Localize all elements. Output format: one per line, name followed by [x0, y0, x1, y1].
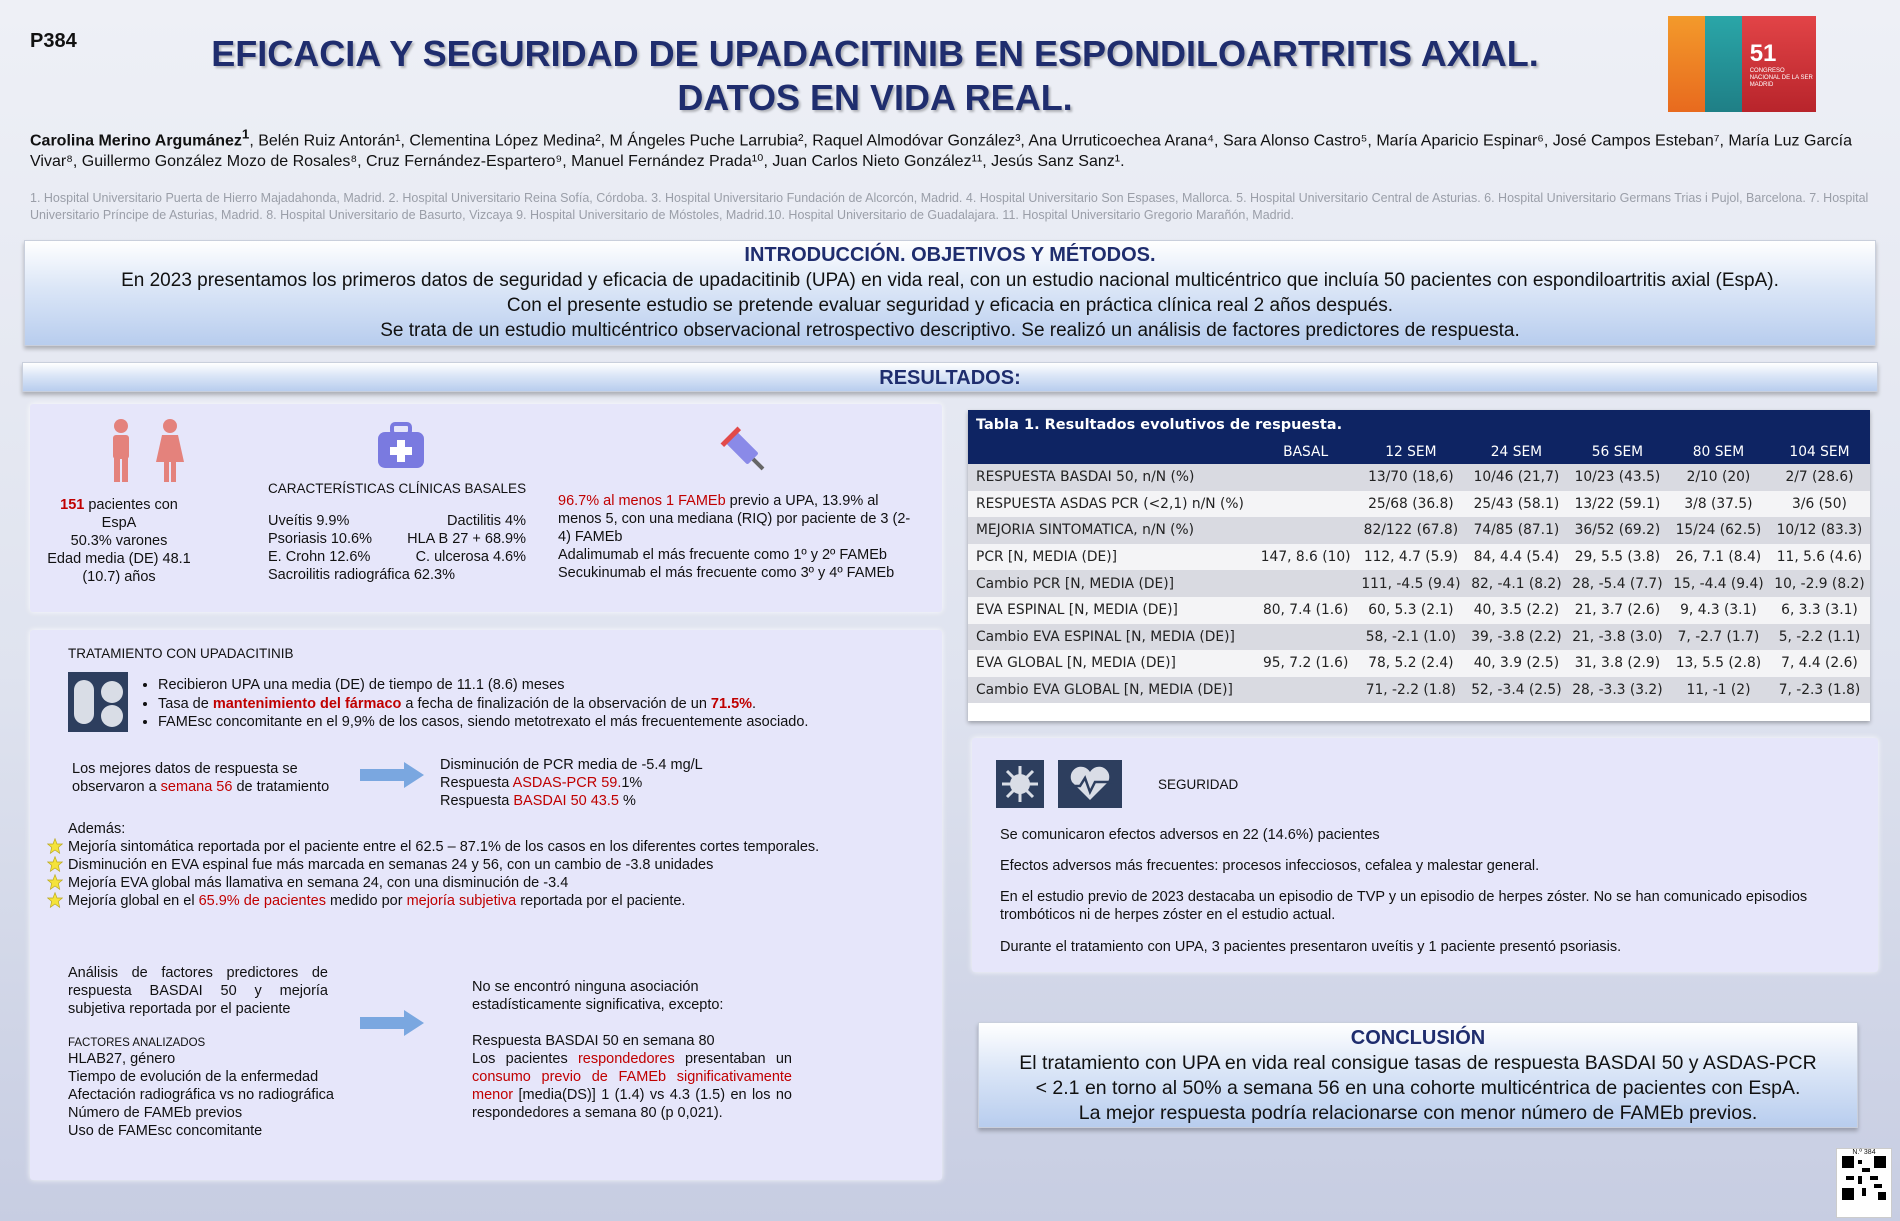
qr-label: N.º 384 [1852, 1149, 1876, 1156]
arrow-right-icon [360, 1010, 424, 1036]
table-cell: 21, 3.7 (2.6) [1567, 597, 1668, 624]
table-row [968, 491, 1870, 518]
intro-box [24, 240, 1876, 346]
mean-age: Edad media (DE) 48.1 (10.7) años [47, 551, 191, 585]
qr-code-icon [1842, 1156, 1886, 1200]
star-icon [47, 856, 63, 872]
patient-count: 151 [60, 497, 85, 513]
table-cell: 11, -1 (2) [1668, 677, 1769, 704]
table-row-label: EVA GLOBAL [N, MEDIA (DE)] [968, 650, 1255, 677]
table-header-cell: 24 SEM [1466, 440, 1567, 464]
table-cell: 3/6 (50) [1769, 491, 1870, 518]
table-row [968, 650, 1870, 677]
results-heading: RESULTADOS: [22, 362, 1878, 392]
factors-title: FACTORES ANALIZADOS [68, 1037, 206, 1049]
other-authors: , Belén Ruiz Antorán¹, Clementina López Medina², M Ángeles Puche Larrubia², Raquel Almodóvar González³, Ana Urruticoechea Arana⁴, Sara Alonso Castro⁵, María Aparicio Espinar⁶, José Campos Esteban⁷, María Luz García Vivar⁸, Guillermo González Mozo de Rosales⁸, Cruz Fernández-Espartero⁹, Manuel Fernández Prada¹⁰, Juan Carlos Nieto González¹¹, Jesús Sanz Sanz¹. [30, 132, 1853, 171]
table-cell: 82, -4.1 (8.2) [1466, 570, 1567, 597]
table-cell: 71, -2.2 (1.8) [1356, 677, 1466, 704]
table-row [968, 544, 1870, 571]
table-row-label: RESPUESTA BASDAI 50, n/N (%) [968, 464, 1255, 491]
predictors-result-2: Respuesta BASDAI 50 en semana 80 [472, 1033, 715, 1049]
table-cell [1255, 464, 1355, 491]
safety-p1: Se comunicaron efectos adversos en 22 (14.6%) pacientes [1000, 827, 1380, 843]
table-cell: 40, 3.9 (2.5) [1466, 650, 1567, 677]
people-icon [96, 418, 206, 484]
table-row [968, 570, 1870, 597]
table-cell: 9, 4.3 (3.1) [1668, 597, 1769, 624]
table-cell: 36/52 (69.2) [1567, 517, 1668, 544]
title-line-1: EFICACIA Y SEGURIDAD DE UPADACITINIB EN ESPONDILOARTRITIS AXIAL. [211, 33, 1539, 74]
results-table [968, 410, 1870, 721]
table-cell: 28, -5.4 (7.7) [1567, 570, 1668, 597]
table-cell: 28, -3.3 (3.2) [1567, 677, 1668, 704]
table-cell: 11, 5.6 (4.6) [1769, 544, 1870, 571]
congress-logo [1668, 16, 1816, 112]
table-cell: 39, -3.8 (2.2) [1466, 624, 1567, 651]
table-cell: 147, 8.6 (10) [1255, 544, 1355, 571]
conclusion-box [978, 1022, 1858, 1128]
table-header-cell: BASAL [1255, 440, 1355, 464]
table-cell [1255, 517, 1355, 544]
table-cell [1255, 624, 1355, 651]
treatment-bullets: • Recibieron UPA una media (DE) de tiempo de 11.1 (8.6) meses • Tasa de mantenimiento del fármaco a fecha de finalización de la observación de un 71.5%. • FAMEsc concomitante en el 9,9% de los casos, siendo metotrexato el más frecuentemente asociado. [140, 676, 948, 732]
conclusion-line: El tratamiento con UPA en vida real consigue tasas de respuesta BASDAI 50 y ASDAS-PCR [1019, 1052, 1817, 1074]
table-cell: 25/68 (36.8) [1356, 491, 1466, 518]
medical-kit-icon [376, 422, 426, 470]
table-cell: 15/24 (62.5) [1668, 517, 1769, 544]
heart-monitor-icon [1058, 760, 1122, 808]
table-cell: 10/23 (43.5) [1567, 464, 1668, 491]
table-row [968, 624, 1870, 651]
table-caption: Tabla 1. Resultados evolutivos de respuesta. [968, 410, 1870, 440]
author-list [30, 124, 1870, 172]
title-line-2: DATOS EN VIDA REAL. [677, 77, 1073, 118]
safety-panel [972, 738, 1878, 972]
predictors-result-3: Los pacientes respondedores presentaban un consumo previo de FAMEb significativamente menor [media(DS)] 1 (1.4) vs 4.3 (1.5) en los no respondedores a semana 80 (p 0,021). [472, 1051, 792, 1121]
table-header-cell: 104 SEM [1769, 440, 1870, 464]
table-cell: 2/10 (20) [1668, 464, 1769, 491]
first-author: Carolina Merino Argumánez [30, 132, 242, 150]
first-author-sup: 1 [241, 127, 250, 142]
ademas-title: Además: [68, 821, 126, 837]
best-response-intro: Los mejores datos de respuesta se observaron a semana 56 de tratamiento [72, 761, 330, 795]
table-row-label: EVA ESPINAL [N, MEDIA (DE)] [968, 597, 1255, 624]
table-cell: 26, 7.1 (8.4) [1668, 544, 1769, 571]
table-cell: 13, 5.5 (2.8) [1668, 650, 1769, 677]
table-row-label: RESPUESTA ASDAS PCR (<2,1) n/N (%) [968, 491, 1255, 518]
table-cell: 111, -4.5 (9.4) [1356, 570, 1466, 597]
safety-title: SEGURIDAD [1158, 777, 1239, 792]
arrow-right-icon [360, 762, 424, 788]
table-cell: 95, 7.2 (1.6) [1255, 650, 1355, 677]
treatment-title: TRATAMIENTO CON UPADACITINIB [68, 646, 294, 661]
table-cell: 25/43 (58.1) [1466, 491, 1567, 518]
table-cell: 7, -2.3 (1.8) [1769, 677, 1870, 704]
treatment-panel: TRATAMIENTO CON UPADACITINIB • Recibieron UPA una media (DE) de tiempo de 11.1 (8.6) meses • Tasa de mantenimiento del fármaco a fecha de finalización de la observación de un 71.5%. • FAMEsc concomitante en el 9,9% de los casos, siendo metotrexato el más frecuentemente asociado. Los mejores datos de respuesta se observaron a semana 56 de tratamiento Disminución de PCR media de -5.4 mg/L Respuesta ASDAS-PCR 59.1% Respuesta BASDAI 50 43.5 % Además: Mejoría sintomática reportada por el paciente entre el 62.5 – 87.1% de los casos en los diferentes cortes temporales. Disminución en EVA espinal fue más marcada en semanas 24 y 56, con un cambio de -3.8 unidades Mejoría EVA global más llamativa en semana 24, con una disminución de -3.4 Mejoría global en el 65.9% de pacientes medido por mejoría subjetiva reportada por el paciente. Análisis de factores predictores de respuesta BASDAI 50 y mejoría subjetiva reportada por el paciente FACTORES ANALIZADOS HLAB27, género Tiempo de evolución de la enfermedad Afectación radiográfica vs no radiográfica Número de FAMEb previos Uso de FAMEsc concomitante No se encontró ninguna asociación estadísticamente significativa, excepto: Respuesta BASDAI 50 en semana 80 Los pacientes respondedores presentaban un consumo previo de FAMEb significativamente menor [media(DS)] 1 (1.4) vs 4.3 (1.5) en los no respondedores a semana 80 (p 0,021). [30, 630, 942, 1180]
qr-code [1836, 1148, 1892, 1218]
table-cell: 29, 5.5 (3.8) [1567, 544, 1668, 571]
table-cell [1255, 677, 1355, 704]
table-cell: 6, 3.3 (3.1) [1769, 597, 1870, 624]
table-cell: 5, -2.2 (1.1) [1769, 624, 1870, 651]
table-cell [1255, 570, 1355, 597]
intro-line: Se trata de un estudio multicéntrico observacional retrospectivo descriptivo. Se realizó un análisis de factores predictores de respuesta. [380, 320, 1520, 341]
affiliations: 1. Hospital Universitario Puerta de Hierro Majadahonda, Madrid. 2. Hospital Universitario Reina Sofía, Córdoba. 3. Hospital Universitario Fundación de Alcorcón, Madrid. 4. Hospital Universitario Son Espases, Mallorca. 5. Hospital Universitario Central de Asturias. 6. Hospital Universitario Germans Trias i Pujol, Barcelona. 7. Hospital Universitario Príncipe de Asturias, Madrid. 8. Hospital Universitario de Basurto, Vizcaya 9. Hospital Universitario de Móstoles, Madrid.10. Hospital Universitario de Guadalajara. 11. Hospital Universitario Gregorio Marañón, Madrid. [30, 191, 1869, 222]
table-cell: 60, 5.3 (2.1) [1356, 597, 1466, 624]
factors-list: HLAB27, género Tiempo de evolución de la enfermedad Afectación radiográfica vs no radiográfica Número de FAMEb previos Uso de FAMEsc concomitante [68, 1051, 334, 1139]
prior-therapy-text: 96.7% al menos 1 FAMEb previo a UPA, 13.9% al menos 5, con una mediana (RIQ) por paciente de 3 (2-4) FAMEb Adalimumab el más frecuente como 1º y 2º FAMEb Secukinumab el más frecuente como 3º y 4º FAMEb [558, 493, 911, 581]
predictors-intro: Análisis de factores predictores de respuesta BASDAI 50 y mejoría subjetiva reportada por el paciente [68, 965, 328, 1017]
table-header-cell [968, 440, 1255, 464]
table-cell: 82/122 (67.8) [1356, 517, 1466, 544]
demographics-panel [30, 404, 942, 612]
safety-p4: Durante el tratamiento con UPA, 3 pacientes presentaron uveítis y 1 paciente presentó psoriasis. [1000, 939, 1622, 955]
table-cell: 2/7 (28.6) [1769, 464, 1870, 491]
demographics-text: 151 pacientes con EspA 50.3% varones Edad media (DE) 48.1 (10.7) años [47, 497, 191, 585]
table-cell: 31, 3.8 (2.9) [1567, 650, 1668, 677]
table-row-label: Cambio EVA GLOBAL [N, MEDIA (DE)] [968, 677, 1255, 704]
pills-icon [68, 672, 128, 732]
table-cell: 52, -3.4 (2.5) [1466, 677, 1567, 704]
table-row-label: MEJORIA SINTOMATICA, n/N (%) [968, 517, 1255, 544]
table-cell: 10/12 (83.3) [1769, 517, 1870, 544]
syringe-icon [720, 426, 772, 478]
conclusion-title: CONCLUSIÓN [1350, 1027, 1486, 1049]
table-cell: 7, 4.4 (2.6) [1769, 650, 1870, 677]
table-cell: 112, 4.7 (5.9) [1356, 544, 1466, 571]
table-header-cell: 12 SEM [1356, 440, 1466, 464]
table-cell: 40, 3.5 (2.2) [1466, 597, 1567, 624]
intro-line: Con el presente estudio se pretende evaluar seguridad y eficacia en práctica clínica real 2 años después. [506, 295, 1394, 316]
star-icon [47, 892, 63, 908]
conclusion-line: < 2.1 en torno al 50% a semana 56 en una cohorte multicéntrica de pacientes con EspA. [1035, 1077, 1801, 1099]
best-response-values: Disminución de PCR media de -5.4 mg/L Respuesta ASDAS-PCR 59.1% Respuesta BASDAI 50 43.5 % [440, 757, 703, 809]
baseline-title: CARACTERÍSTICAS CLÍNICAS BASALES [268, 481, 527, 496]
table-cell: 78, 5.2 (2.4) [1356, 650, 1466, 677]
table-cell: 84, 4.4 (5.4) [1466, 544, 1567, 571]
male-pct: 50.3% varones [70, 533, 168, 549]
table-cell: 13/22 (59.1) [1567, 491, 1668, 518]
baseline-list: Uveítis 9.9% Dactilitis 4% Psoriasis 10.6% HLA B 27 + 68.9% E. Crohn 12.6% C. ulcerosa 4.6% Sacroilitis radiográfica 62.3% [268, 513, 526, 583]
table-cell: 13/70 (18,6) [1356, 464, 1466, 491]
table-header-cell: 56 SEM [1567, 440, 1668, 464]
intro-title: INTRODUCCIÓN. OBJETIVOS Y MÉTODOS. [744, 244, 1156, 266]
table-header-row [968, 440, 1870, 464]
table-row-label: Cambio PCR [N, MEDIA (DE)] [968, 570, 1255, 597]
predictors-result-1: No se encontró ninguna asociación estadísticamente significativa, excepto: [472, 979, 724, 1013]
intro-line: En 2023 presentamos los primeros datos de seguridad y eficacia de upadacitinib (UPA) en vida real, con un estudio nacional multicéntrico que incluía 50 pacientes con espondiloartritis axial (EspA). [121, 270, 1779, 291]
table-header-cell: 80 SEM [1668, 440, 1769, 464]
table-cell: 74/85 (87.1) [1466, 517, 1567, 544]
poster-id: P384 [30, 30, 77, 52]
table-cell: 10/46 (21,7) [1466, 464, 1567, 491]
star-icon [47, 838, 63, 854]
star-icon [47, 874, 63, 890]
table-row [968, 517, 1870, 544]
logo-number: 51 [1749, 40, 1777, 67]
safety-p2: Efectos adversos más frecuentes: procesos infecciosos, cefalea y malestar general. [1000, 858, 1540, 874]
table-row [968, 597, 1870, 624]
table-cell [1255, 491, 1355, 518]
table-cell: 80, 7.4 (1.6) [1255, 597, 1355, 624]
table-cell: 58, -2.1 (1.0) [1356, 624, 1466, 651]
conclusion-line: La mejor respuesta podría relacionarse con menor número de FAMEb previos. [1078, 1102, 1758, 1124]
poster-title [100, 32, 1650, 120]
table-row [968, 677, 1870, 704]
table-cell: 21, -3.8 (3.0) [1567, 624, 1668, 651]
logo-text: CONGRESO NACIONAL DE LA SER MADRID [1749, 68, 1813, 88]
table-cell: 15, -4.4 (9.4) [1668, 570, 1769, 597]
table-cell: 10, -2.9 (8.2) [1769, 570, 1870, 597]
table-row [968, 464, 1870, 491]
table-cell: 7, -2.7 (1.7) [1668, 624, 1769, 651]
virus-icon [996, 760, 1044, 808]
safety-p3: En el estudio previo de 2023 destacaba un episodio de TVP y un episodio de herpes zóster. No se han comunicado episodios trombóticos ni de herpes zóster en el estudio actual. [1000, 889, 1808, 923]
table-cell: 3/8 (37.5) [1668, 491, 1769, 518]
table-row-label: Cambio EVA ESPINAL [N, MEDIA (DE)] [968, 624, 1255, 651]
table-row-label: PCR [N, MEDIA (DE)] [968, 544, 1255, 571]
